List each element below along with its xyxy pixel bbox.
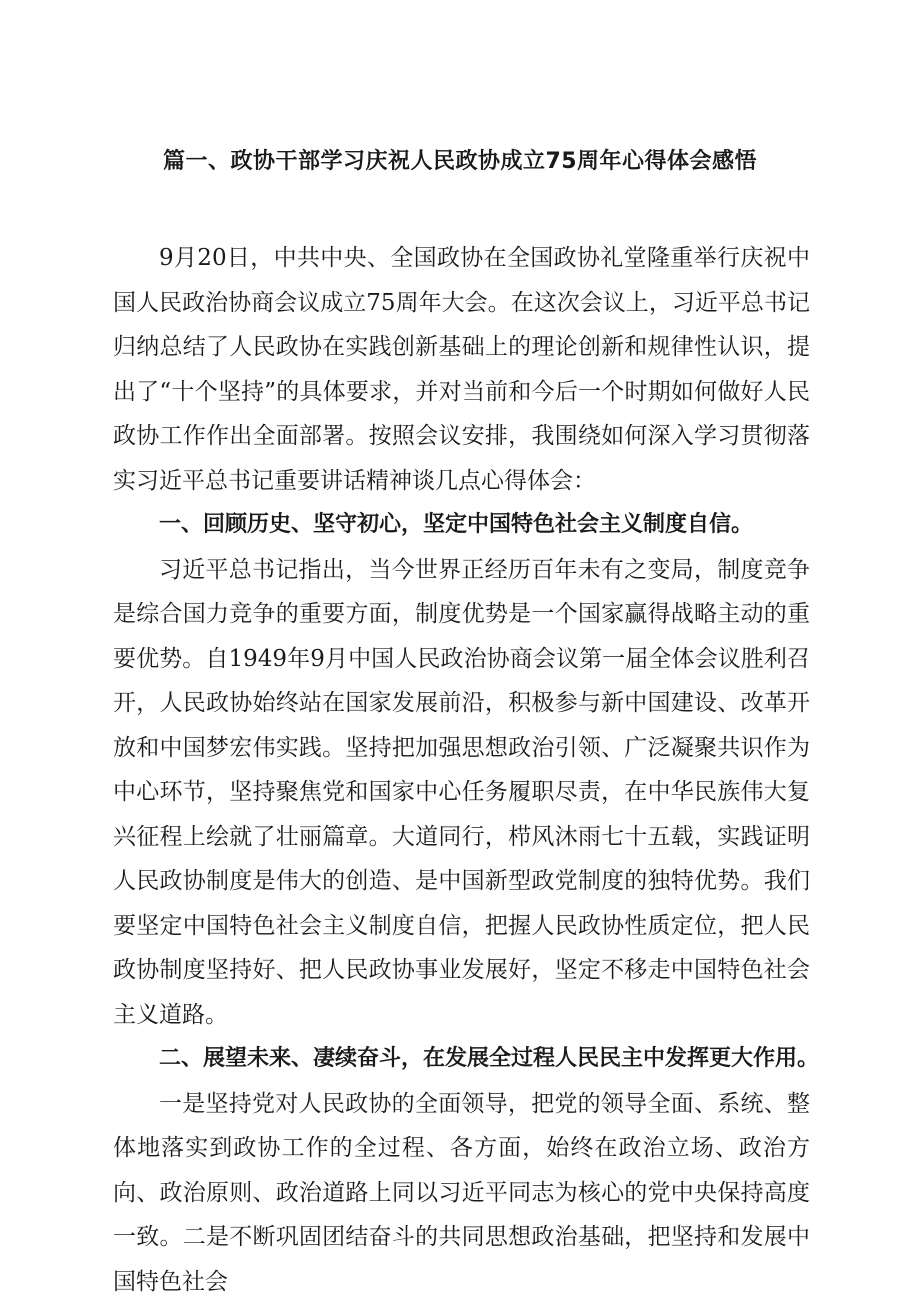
section-heading-1: 一、回顾历史、坚守初心，坚定中国特色社会主义制度自信。 (113, 503, 810, 548)
intro-paragraph: 9月20日，中共中央、全国政协在全国政协礼堂隆重举行庆祝中国人民政治协商会议成立75周年大会。在这次会议上，习近平总书记归纳总结了人民政协在实践创新基础上的理论创新和规律性认识，提出了“十个坚持”的具体要求，并对当前和今后一个时期如何做好人民政协工作作出全面部署。按照会议安排，我围绕如何深入学习贯彻落实习近平总书记重要讲话精神谈几点心得体会： (113, 236, 810, 503)
section-2-paragraph: 一是坚持党对人民政协的全面领导，把党的领导全面、系统、整体地落实到政协工作的全过程、各方面，始终在政治立场、政治方向、政治原则、政治道路上同以习近平同志为核心的党中央保持高度一致。二是不断巩固团结奋斗的共同思想政治基础，把坚持和发展中国特色社会 (113, 1082, 810, 1304)
section-heading-2: 二、展望未来、凄续奋斗，在发展全过程人民民主中发挥更大作用。 (113, 1037, 810, 1082)
section-1-paragraph: 习近平总书记指出，当今世界正经历百年未有之变局，制度竞争是综合国力竞争的重要方面，制度优势是一个国家赢得战略主动的重要优势。自1949年9月中国人民政治协商会议第一届全体会议胜利召开，人民政协始终站在国家发展前沿，积极参与新中国建设、改革开放和中国梦宏伟实践。坚持把加强思想政治引领、广泛凝聚共识作为中心环节，坚持聚焦党和国家中心任务履职尽责，在中华民族伟大复兴征程上绘就了壮丽篇章。大道同行，栉风沐雨七十五载，实践证明人民政协制度是伟大的创造、是中国新型政党制度的独特优势。我们要坚定中国特色社会主义制度自信，把握人民政协性质定位，把人民政协制度坚持好、把人民政协事业发展好，坚定不移走中国特色社会主义道路。 (113, 548, 810, 1038)
document-body (113, 236, 810, 1304)
document-title: 篇一、政协干部学习庆祝人民政协成立75周年心得体会感悟 (0, 146, 920, 178)
